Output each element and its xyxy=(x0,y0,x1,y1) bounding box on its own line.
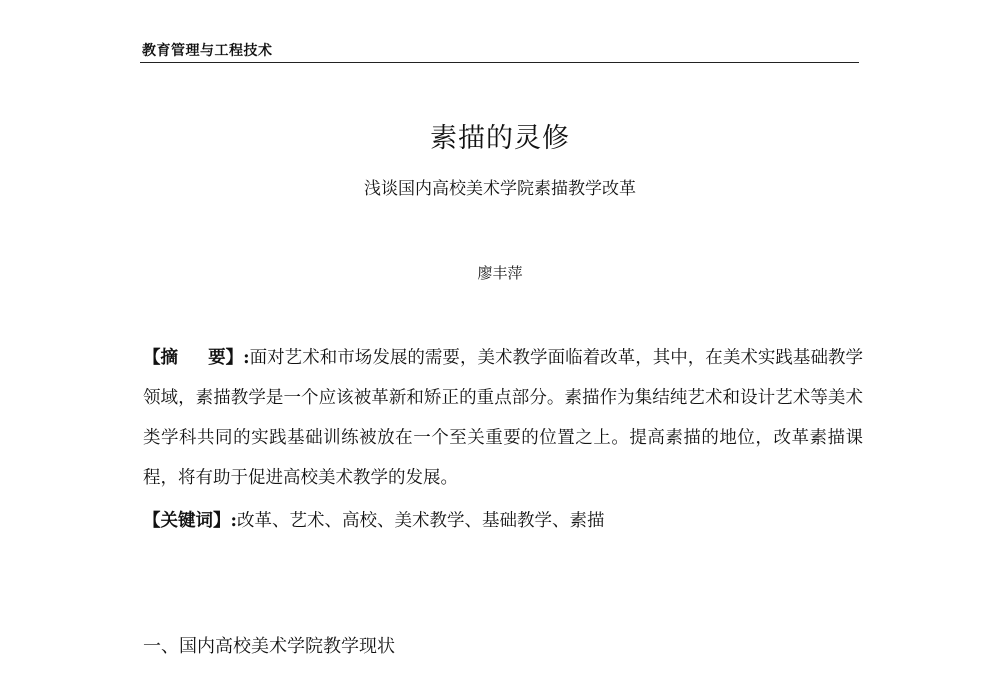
article-subtitle: 浅谈国内高校美术学院素描教学改革 xyxy=(364,179,636,199)
abstract xyxy=(143,338,863,498)
article-title: 素描的灵修 xyxy=(430,123,570,154)
abstract-label-close: 要】: xyxy=(208,348,250,368)
keywords-label: 【关键词】: xyxy=(143,511,237,531)
header-rule xyxy=(140,62,859,63)
running-header: 教育管理与工程技术 xyxy=(142,43,273,59)
keywords-text: 改革、艺术、高校、美术教学、基础教学、素描 xyxy=(236,511,605,531)
abstract-text: 面对艺术和市场发展的需要，美术教学面临着改革，其中，在美术实践基础教学领域，素描教学是一个应该被革新和矫正的重点部分。素描作为集结纯艺术和设计艺术等美术类学科共同的实践基础训练被放在一个至关重要的位置之上。提高素描的地位，改革素描课程，将有助于促进高校美术教学的发展。 xyxy=(143,348,864,488)
article-author: 廖丰萍 xyxy=(477,264,523,282)
section-heading: 一、国内高校美术学院教学现状 xyxy=(143,636,395,657)
keywords xyxy=(143,501,863,541)
abstract-label-open: 【摘 xyxy=(143,348,179,368)
